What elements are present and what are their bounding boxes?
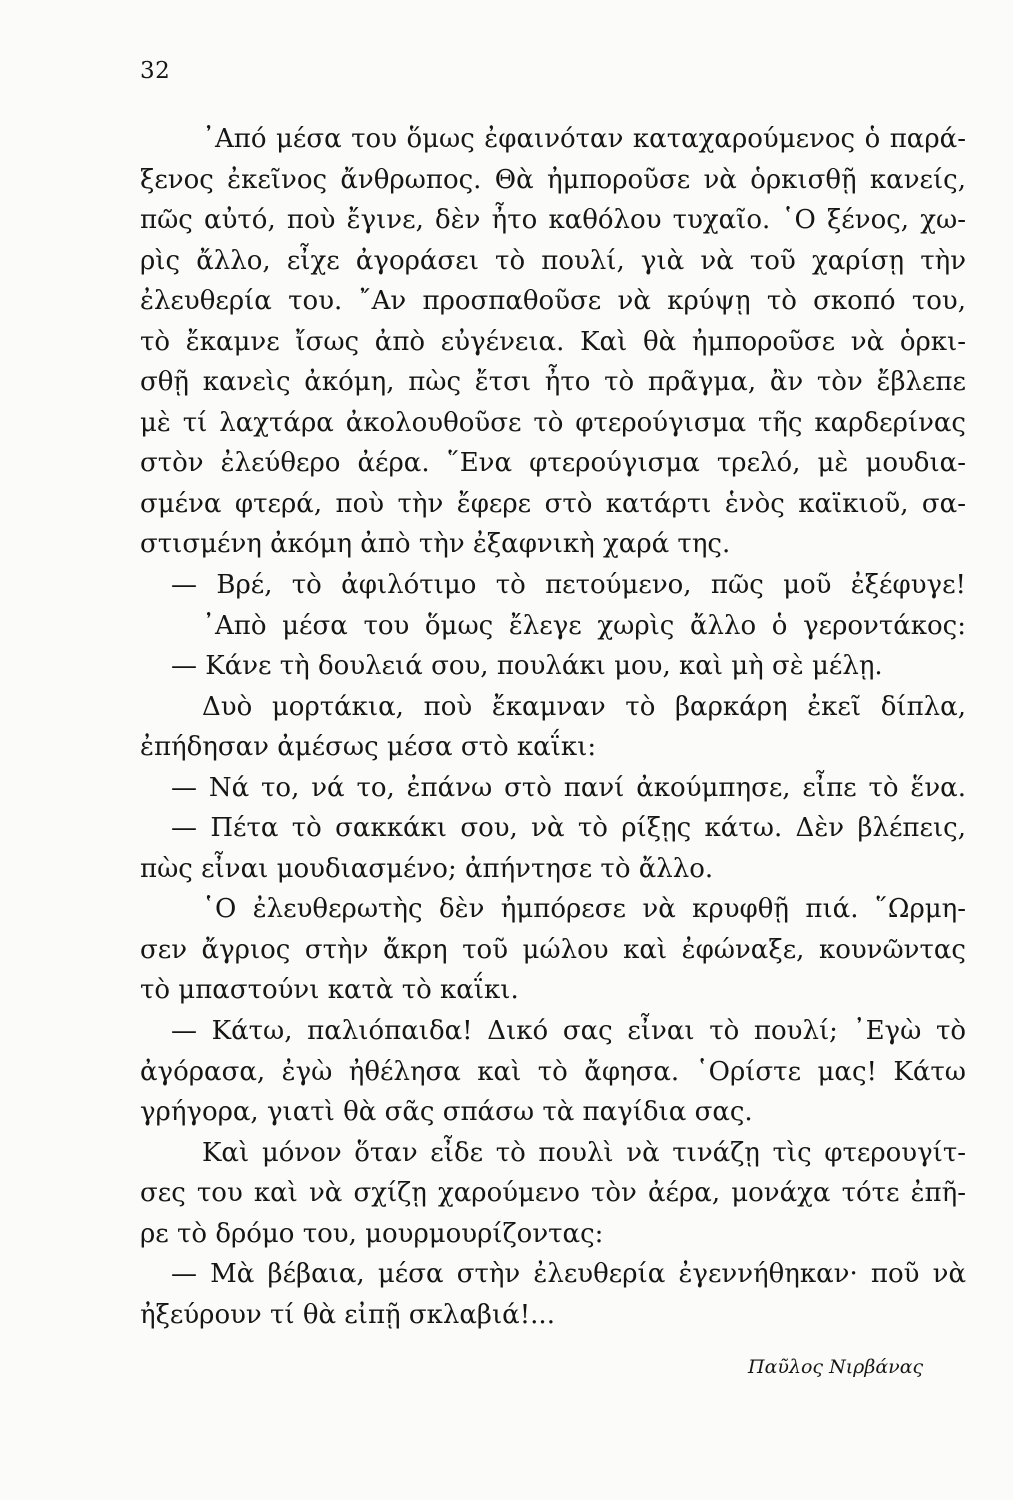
text-line: ξενος ἐκεῖνος ἄνθρωπος. Θὰ ἠμποροῦσε νὰ ὁρκισθῇ κανείς, xyxy=(140,164,966,195)
text-line: — Βρέ, τὸ ἀφιλότιμο τὸ πετούμενο, πῶς μοῦ ἐξέφυγε! xyxy=(171,570,966,601)
page-number: 32 xyxy=(140,58,171,84)
text-line: σεν ἄγριος στὴν ἄκρη τοῦ μώλου καὶ ἐφώναξε, κουνῶντας xyxy=(140,934,966,965)
text-line: μὲ τί λαχτάρα ἀκολουθοῦσε τὸ φτερούγισμα τῆς καρδερίνας xyxy=(140,407,966,438)
text-line: σες του καὶ νὰ σχίζῃ χαρούμενο τὸν ἀέρα, μονάχα τότε ἐπῆ- xyxy=(140,1178,966,1209)
text-line: ἠξεύρουν τί θὰ εἰπῇ σκλαβιά!... xyxy=(140,1299,555,1330)
text-line: ρὶς ἄλλο, εἶχε ἀγοράσει τὸ πουλί, γιὰ νὰ τοῦ χαρίσῃ τὴν xyxy=(140,245,966,276)
text-line: στισμένη ἀκόμη ἀπὸ τὴν ἐξαφνικὴ χαρά της. xyxy=(140,529,731,560)
text-line: — Νά το, νά το, ἐπάνω στὸ πανί ἀκούμπησε, εἶπε τὸ ἕνα. xyxy=(171,772,966,803)
text-line: τὸ ἔκαμνε ἴσως ἀπὸ εὐγένεια. Καὶ θὰ ἠμποροῦσε νὰ ὁρκι- xyxy=(140,326,966,357)
text-line: σθῇ κανεὶς ἀκόμη, πὼς ἔτσι ἦτο τὸ πρᾶγμα, ἂν τὸν ἔβλεπε xyxy=(140,367,966,398)
text-line: Δυὸ μορτάκια, ποὺ ἔκαμναν τὸ βαρκάρη ἐκεῖ δίπλα, xyxy=(202,691,966,722)
text-line: ἐλευθερία του. ῎Αν προσπαθοῦσε νὰ κρύψῃ τὸ σκοπό του, xyxy=(140,286,966,317)
text-line: γρήγορα, γιατὶ θὰ σᾶς σπάσω τὰ παγίδια σας. xyxy=(140,1097,753,1128)
text-line: στὸν ἐλεύθερο ἀέρα. ῞Ενα φτερούγισμα τρελό, μὲ μουδια- xyxy=(140,448,966,479)
text-line: ῾Ο ἐλευθερωτὴς δὲν ἠμπόρεσε νὰ κρυφθῇ πιά. ῞Ωρμη- xyxy=(202,894,966,925)
author-signature: Παῦλος Νιρβάνας xyxy=(748,1356,924,1378)
text-line: — Κάνε τὴ δουλειά σου, πουλάκι μου, καὶ μὴ σὲ μέλῃ. xyxy=(171,651,883,682)
text-line: ἀγόρασα, ἐγὼ ἠθέλησα καὶ τὸ ἄφησα. ῾Ορίστε μας! Κάτω xyxy=(140,1056,966,1087)
text-line: — Πέτα τὸ σακκάκι σου, νὰ τὸ ρίξῃς κάτω. Δὲν βλέπεις, xyxy=(171,813,966,844)
text-line: τὸ μπαστούνι κατὰ τὸ καΐκι. xyxy=(140,975,519,1006)
text-line: ᾿Από μέσα του ὅμως ἐφαινόταν καταχαρούμενος ὁ παρά- xyxy=(202,124,966,154)
text-line: σμένα φτερά, ποὺ τὴν ἔφερε στὸ κατάρτι ἑνὸς καϊκιοῦ, σα- xyxy=(140,488,966,519)
text-line: ρε τὸ δρόμο του, μουρμουρίζοντας: xyxy=(140,1218,604,1249)
story-text xyxy=(140,119,966,1335)
text-line: ᾿Απὸ μέσα του ὅμως ἔλεγε χωρὶς ἄλλο ὁ γεροντάκος: xyxy=(202,610,966,641)
text-line: ἐπήδησαν ἀμέσως μέσα στὸ καΐκι: xyxy=(140,732,597,763)
text-line: — Μὰ βέβαια, μέσα στὴν ἐλευθερία ἐγεννήθηκαν· ποῦ νὰ xyxy=(171,1259,966,1290)
text-line: πὼς εἶναι μουδιασμένο; ἀπήντησε τὸ ἄλλο. xyxy=(140,853,714,884)
text-line: — Κάτω, παλιόπαιδα! Δικό σας εἶναι τὸ πουλί; ᾿Εγὼ τὸ xyxy=(171,1016,966,1047)
text-line: Καὶ μόνον ὅταν εἶδε τὸ πουλὶ νὰ τινάζῃ τὶς φτερουγίτ- xyxy=(202,1137,966,1168)
text-line: πῶς αὐτό, ποὺ ἔγινε, δὲν ἦτο καθόλου τυχαῖο. ῾Ο ξένος, χω- xyxy=(140,205,966,236)
